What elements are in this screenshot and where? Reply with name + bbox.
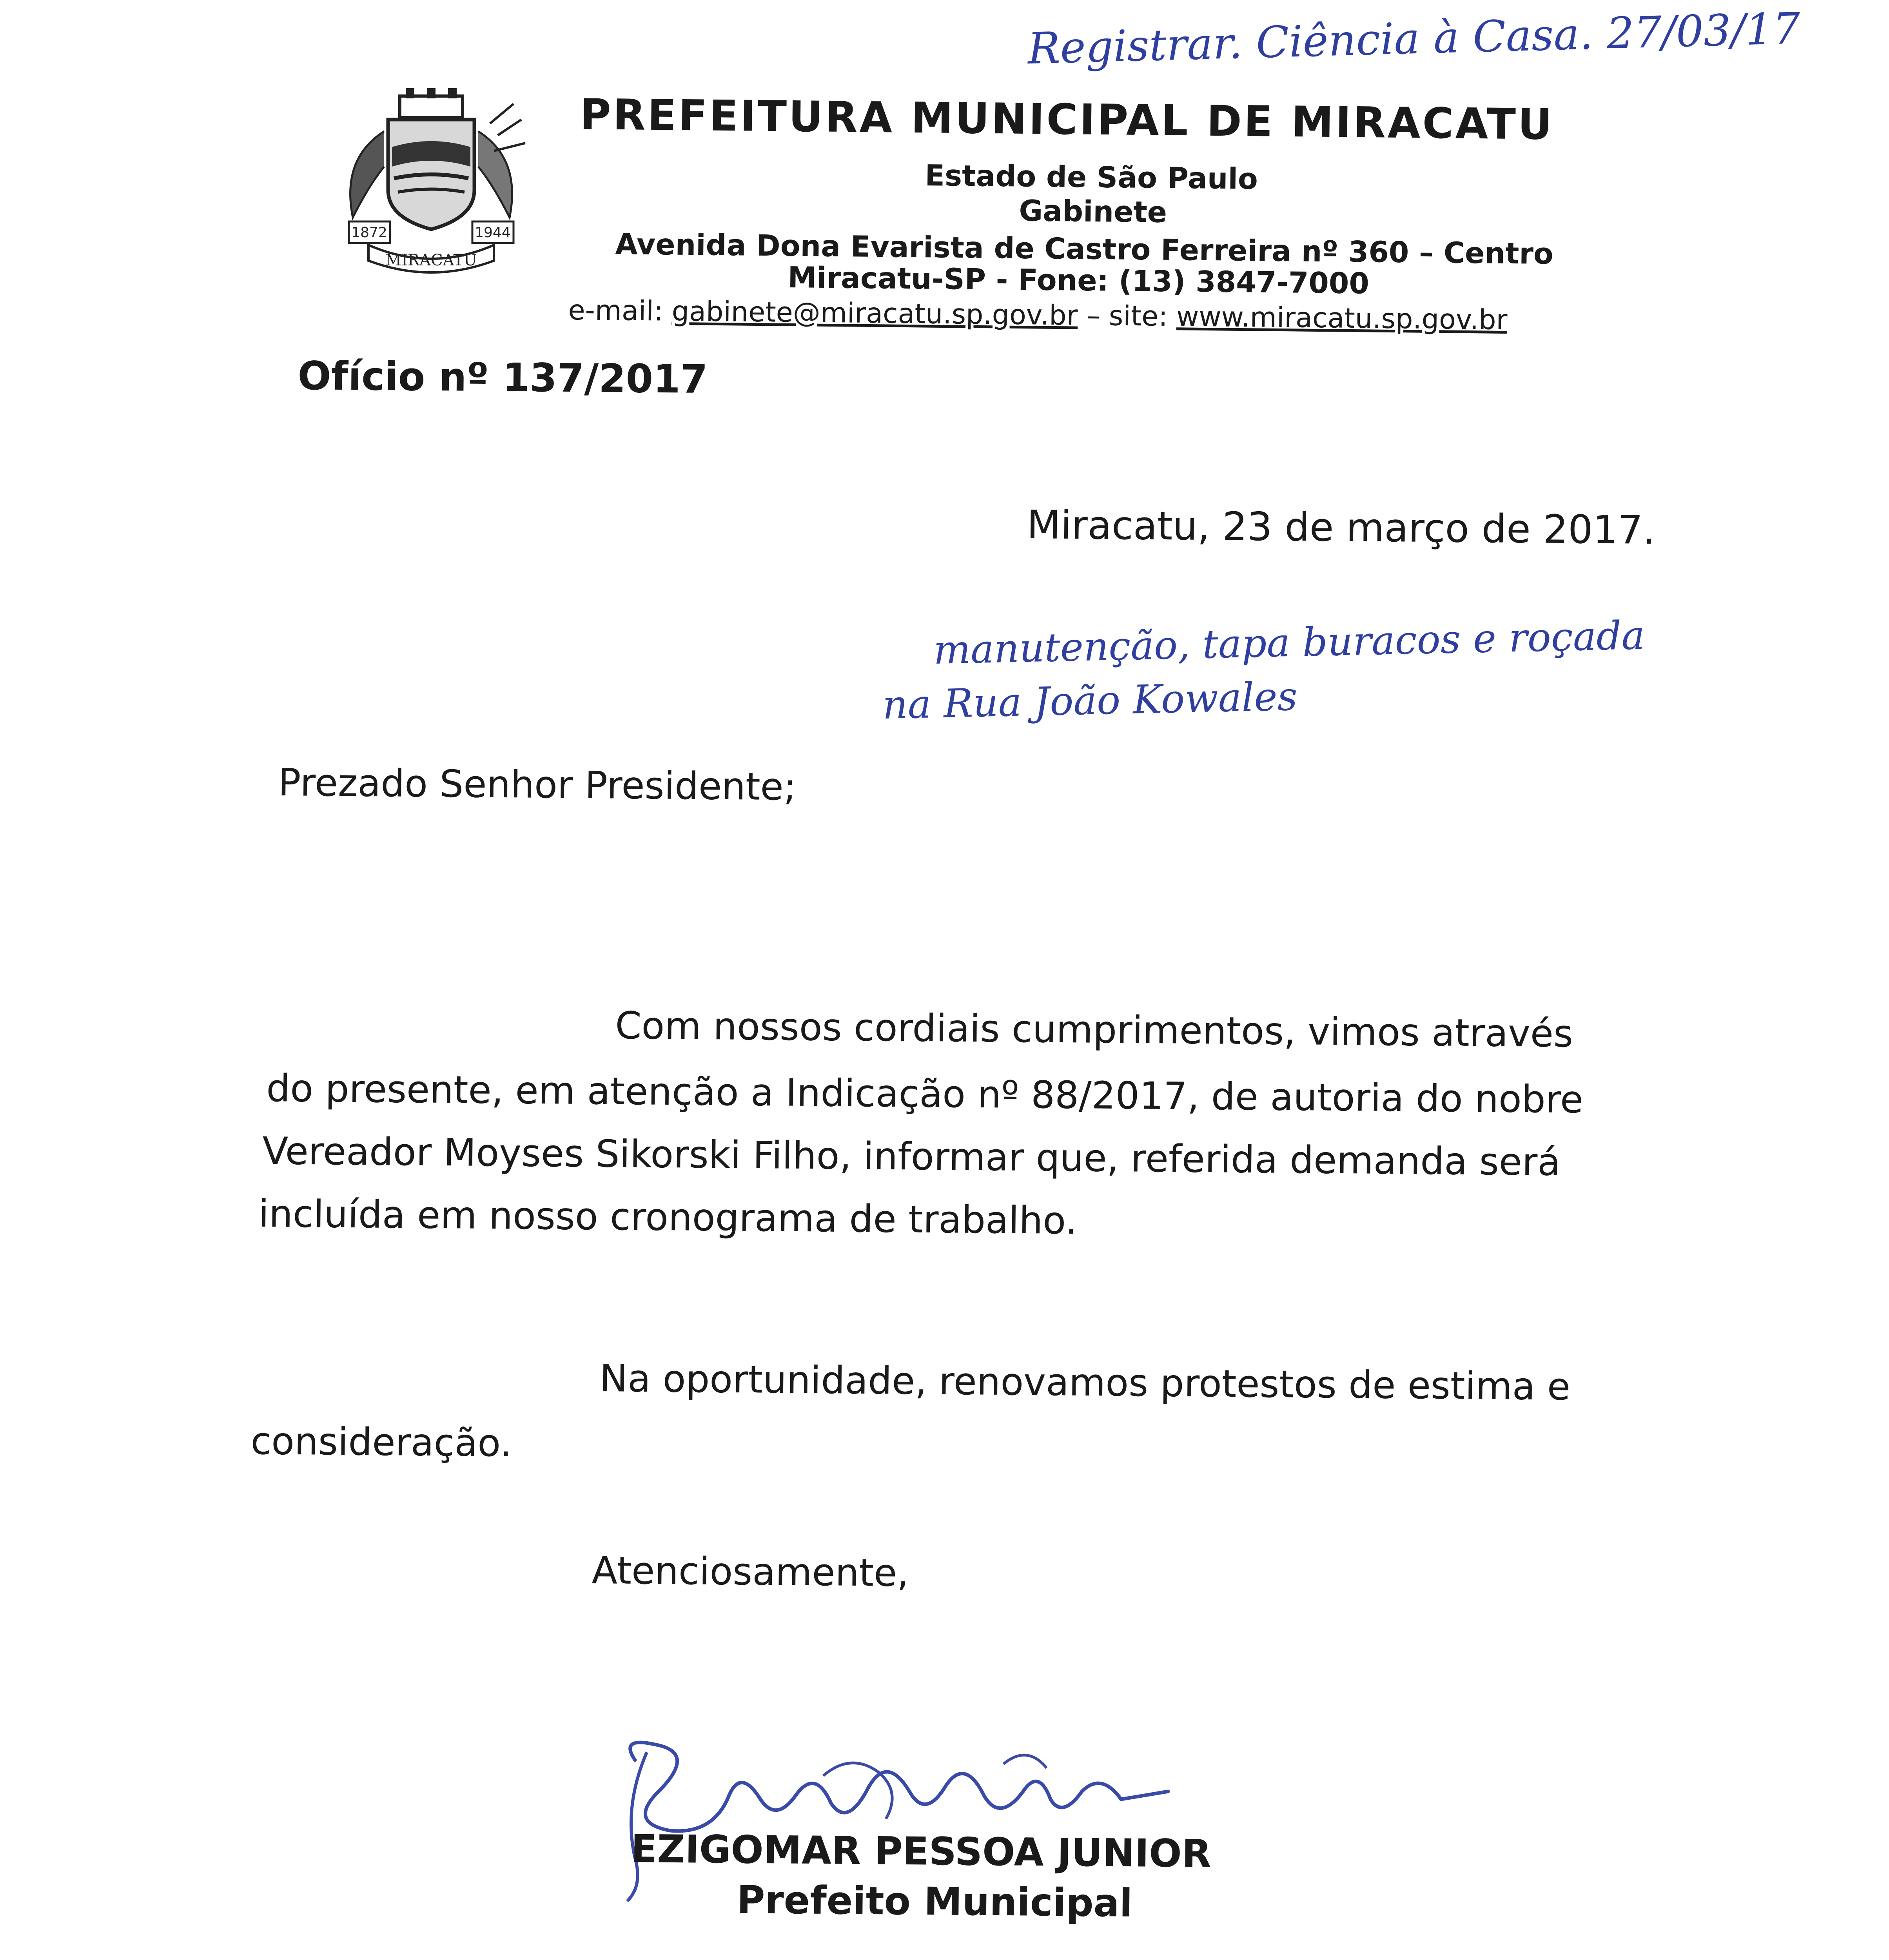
header-title: PREFEITURA MUNICIPAL DE MIRACATU bbox=[579, 90, 1555, 150]
svg-text:MIRACATU: MIRACATU bbox=[385, 251, 477, 269]
handwritten-subject-line-2: na Rua João Kowales bbox=[882, 673, 1298, 728]
salutation: Prezado Senhor Presidente; bbox=[278, 760, 797, 809]
handwritten-registration-note: Registrar. Ciência à Casa. 27/03/17 bbox=[1027, 3, 1801, 74]
header-state: Estado de São Paulo bbox=[925, 159, 1258, 196]
closing: Atenciosamente, bbox=[592, 1548, 909, 1595]
signer-role: Prefeito Municipal bbox=[737, 1878, 1133, 1926]
paragraph2-line1: Na oportunidade, renovamos protestos de estima e bbox=[599, 1356, 1571, 1409]
header-address: Avenida Dona Evarista de Castro Ferreira nº 360 – Centro bbox=[615, 227, 1554, 271]
paragraph1-line3: Vereador Moyses Sikorski Filho, informar que, referida demanda será bbox=[262, 1129, 1561, 1184]
oficio-number: Ofício nº 137/2017 bbox=[297, 353, 708, 403]
paragraph1-line4: incluída em nosso cronograma de trabalho. bbox=[258, 1192, 1078, 1243]
email-link[interactable]: gabinete@miracatu.sp.gov.br bbox=[671, 295, 1078, 332]
svg-text:1872: 1872 bbox=[351, 225, 387, 241]
paragraph1-line2: do presente, em atenção a Indicação nº 88/2017, de autoria do nobre bbox=[266, 1066, 1584, 1122]
municipal-crest-icon bbox=[325, 88, 537, 280]
paragraph1-line1: Com nossos cordiais cumprimentos, vimos através bbox=[615, 1004, 1573, 1056]
site-label: – site: bbox=[1077, 299, 1177, 333]
header-city-phone: Miracatu-SP - Fone: (13) 3847-7000 bbox=[788, 261, 1370, 301]
svg-text:1944: 1944 bbox=[475, 225, 511, 241]
email-label: e-mail: bbox=[568, 294, 672, 327]
site-link[interactable]: www.miracatu.sp.gov.br bbox=[1176, 300, 1508, 336]
date-line: Miracatu, 23 de março de 2017. bbox=[1026, 502, 1656, 553]
signer-name: EZIGOMAR PESSOA JUNIOR bbox=[631, 1827, 1212, 1877]
header-department: Gabinete bbox=[1019, 194, 1167, 229]
paragraph2-line2: consideração. bbox=[250, 1419, 512, 1465]
handwritten-subject-line-1: manutenção, tapa buracos e roçada bbox=[933, 612, 1646, 673]
